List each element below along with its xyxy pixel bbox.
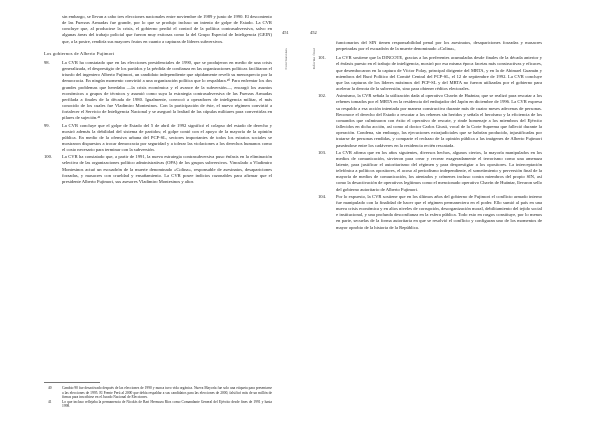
paragraph-text: La CVR sostiene que la DINCOTE, gracias a las preferentes acumuladas desde finales de la década anterior y el énfasis puesto en el trabajo de inteligencia, mostró por esa misma época facetas más constructivas y eficaces, que desembocaron en la captura de Víctor Polay, principal dirigente del MRTA, y en la de Abimael Guzmán y miembros del Buró Político del Comité Central del PCP-SL, el 12 de septiembre de 1992. La CVR concluye que las capturas de los líderes máximos del PCP-SL y del MRTA no fueron utilizadas por el gobierno para acelerar la derrota de la subversión, sino para obtener réditos electorales. bbox=[336, 55, 542, 92]
footnote-rule bbox=[44, 382, 100, 383]
numbered-paragraph bbox=[318, 55, 542, 92]
numbered-paragraph bbox=[318, 93, 542, 148]
page-number: 451 bbox=[282, 30, 289, 35]
footnote bbox=[48, 399, 272, 409]
paragraph-number: 104. bbox=[318, 193, 327, 199]
left-text-column bbox=[44, 14, 272, 186]
paragraph-text: Por lo expuesto, la CVR sostiene que en los últimos años del gobierno de Fujimori el conflicto armado interno fue manipulado con la finalidad de hacer que el régimen permaneciera en el poder. Ello sumió al país en una nueva crisis económica y en altos niveles de corrupción, desorganización moral, debilitamiento del tejido social e institucional, y una profunda desconfianza en la esfera pública. Todo esto en rasgos constituye, por lo menos en parte, secuelas de la forma autoritaria en que se resolvió el conflicto y configuran uno de los momentos de mayor oprobio de la historia de la República. bbox=[336, 193, 542, 230]
paragraph-text: Asimismo, la CVR señala la utilización dada al operativo Chavín de Huántar, que se realizó para rescatar a los rehenes tomados por el MRTA en la residencia del embajador del Japón en diciembre de 1996. La CVR expresa su respaldo a esa acción intentada por manera constructiva durante más de cuatro meses adecenas de personas. Reconoce el derecho del Estado a rescatar a los rehenes sin heridos y señala el heroísmo y la eficiencia de los comandos que culminaron con éxito el operativo de rescate, y rinde homenaje a los miembros del Ejército fallecidos en dicha acción, así como al doctor Carlos Giusti, vocal de la Corte Suprema que falleció durante la operación. Condena, sin embargo, las ejecuciones extrajudiciales que se habrían producido, injustificadas por tratarse de personas rendidas, y comparte el rechazo de la opinión pública a las imágenes de Alberto Fujimori paseándose entre los cadáveres en la residencia recién rescatada. bbox=[336, 93, 542, 148]
numbered-paragraph bbox=[44, 154, 272, 185]
paragraph-text: La CVR concluye que el golpe de Estado del 5 de abril de 1992 significó el colapso del estado de derecho y mostró además la debilidad del sistema de partidos; el golpe contó con el apoyo de la mayoría de la opinión pública. En medio de la ofensiva urbana del PCP-SL, sectores importantes de todos los estratos sociales se mostraron dispuestos a trocar democracia por seguridad y a tolerar las violaciones a los derechos humanos como el costo necesario para terminar con la subversión. bbox=[62, 122, 272, 153]
numbered-paragraph bbox=[318, 193, 542, 231]
footnote-number: 40 bbox=[48, 386, 52, 390]
numbered-paragraph bbox=[44, 122, 272, 154]
paragraph-text: La CVR ha constatado que en las elecciones presidenciales de 1990, que se produjeron en medio de una crisis generalizada, el desprestigio de los partidos y la pérdida de confianza en las organizaciones políticas facilitaron el triunfo del ingeniero Alberto Fujimori, un candidato independiente que rápidamente revelò su menosprecio por la democracia. En ningún momento convirtió a una organización política que lo respaldara.⁴⁰ Para enfrentar los dos grandes problemas que heredaba —la crisis económica y el avance de la subversión—, encargó los asuntos económicos a grupos de técnicos y asumió como suya la estrategia contrasubversiva de las Fuerzas Armadas perfilada a finales de la década de 1980. Igualmente, convocó a operadores de inteligencia militar, el más conocido de los cuales fue Vladimiro Montesinos. Con la participación de éste, el nuevo régimen convirtió a fortalecer el Servicio de Inteligencia Nacional y se aseguró la lealtad de las cúpulas militares para convertirlas en pilares de sujeción.⁴¹ bbox=[62, 59, 272, 121]
intro-text: funcionarios del SIN tienen responsabilidad penal por los asesinatos, desapariciones forzadas y masacres perpetradas por el escuadrón de la muerte denominado «Colina», bbox=[336, 40, 542, 52]
paragraph-number: 103. bbox=[318, 149, 327, 155]
footnote-text: Cambio 90 fue desactivado después de las elecciones de 1990 y nunca tuvo vida orgánica. Nueva Mayoría fue solo una etiqueta para presentarse a las elecciones de 1995. El Frente Perú al 2000 que debía respaldar a sus candidatos para las elecciones de 2000, falsificó más de un millón de firmas para inscribirse en el Jurado Nacional de Elecciones. bbox=[62, 386, 272, 400]
numbered-paragraph bbox=[318, 149, 542, 193]
paragraph-number: 102. bbox=[318, 93, 327, 99]
footnote-text: Lo que incluso reflejaba la permanencia de Nicolás de Bari Hermoza Ríos como Comandante General del Ejército desde fines de 1991 y hasta 1998. bbox=[62, 399, 272, 409]
footnote-number: 41 bbox=[48, 399, 52, 404]
running-head: Informe final bbox=[312, 48, 316, 70]
paragraph-number: 100. bbox=[44, 154, 53, 160]
paragraph-number: 99. bbox=[44, 122, 50, 128]
numbered-paragraph bbox=[44, 59, 272, 122]
footnote bbox=[48, 386, 272, 400]
right-text-column bbox=[318, 40, 542, 232]
section-heading: Los gobiernos de Alberto Fujimori bbox=[44, 50, 115, 56]
paragraph-number: 101. bbox=[318, 55, 327, 61]
paragraph-text: La CVR afirma que en los años siguientes, diversos hechos, algunos ciertos, la mayoría manipulados en los medios de comunicación, sirvieron para crear y recrear exageradamente el terrorismo como una amenaza latente, para justificar el autoritarismo del régimen y para desprestigiar a los opositores. La interceptación telefónica a políticos opositores, el acoso al periodismo independiente, el sometimiento y perversión final de la mayoría de medios de comunicación, los atentados y crímenes incluso contra miembros del propio SIN, así como la desactivación de operativos legítimos como el mencionado operativo Chavín de Huántar, llevaron sello del gobierno autoritario de Alberto Fujimori. bbox=[336, 149, 542, 192]
intro-text: sin embargo, se llevan a cabo tres elecciones nacionales entre noviembre de 1989 y junio de 1990. El descontento de las Fuerzas Armadas fue grande, por lo que se produjo incluso un intento de golpe de Estado. La CVR concluye que, al producirse la crisis, el gobierno perdió el control de la política contrasubversiva, salvo en algunas áreas del trabajo policial que fueron muy exitosas como la del Grupo Especial de Inteligencia (GEIN) que, a la postre, rendiría sus mayores frutos en cuanto a capturas de líderes subversivos. bbox=[62, 14, 272, 44]
running-head: Conclusiones bbox=[284, 48, 288, 70]
right-page bbox=[300, 0, 600, 431]
page-number: 452 bbox=[310, 30, 317, 35]
paragraph-text: La CVR ha constatado que, a partir de 1991, la nueva estrategia contrasubversiva puso énfasis en la eliminación selectiva de las organizaciones político administrativas (OPA) de los grupos subversivos. Vinculado a Vladimiro Montesinos actuó un escuadrón de la muerte denominado «Colina», responsable de asesinatos, desapariciones forzadas, y masacres con crueldad y ensañamiento. La CVR posee indicios razonables para afirmar que el presidente Alberto Fujimori, sus asesores Vladimiro Montesinos y altos bbox=[62, 154, 272, 184]
footnotes bbox=[48, 386, 272, 409]
paragraph-number: 98. bbox=[44, 59, 50, 65]
